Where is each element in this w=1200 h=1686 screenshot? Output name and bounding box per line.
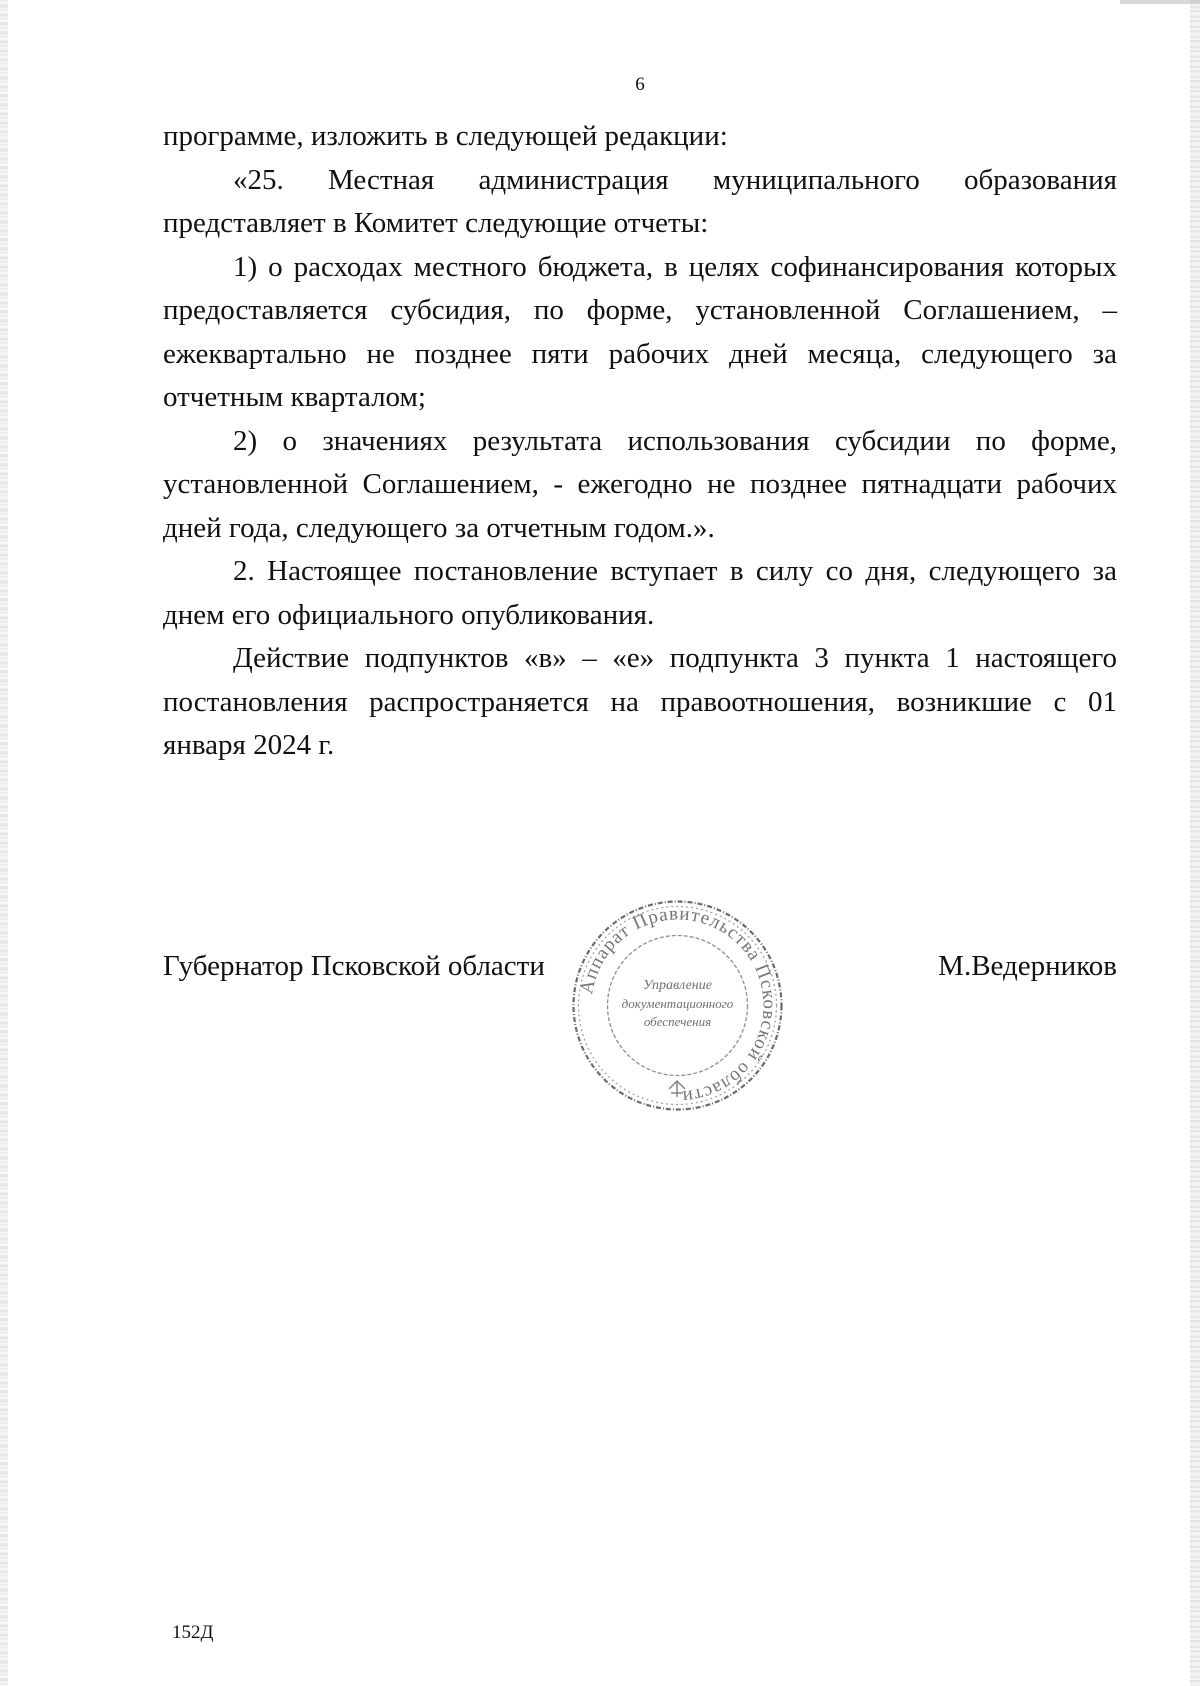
scan-edge-top [1120,0,1200,4]
signatory-title: Губернатор Псковской области [163,950,545,982]
official-seal [565,893,790,1118]
seal-ring-text: Аппарат Правительства Псковской области [576,903,780,1108]
paragraph-item-2: 2) о значениях результата использования субсидии по форме, установленной Соглашением, - ежегодно не позднее пятнадцати рабочих дней года, следующего за отчетным годом.». [163,424,1117,544]
seal-graphic [565,893,790,1118]
document-body [163,115,1117,768]
signatory-name: М.Ведерников [938,950,1117,982]
paragraph-effect: Действие подпунктов «в» – «е» подпункта 3 пункта 1 настоящего постановления распространяется на правоотношения, возникшие с 01 января 2024 г. [163,642,1117,761]
seal-center-line-2: документационного [621,996,734,1011]
seal-center-line-3: обеспечения [643,1014,712,1029]
document-code: 152Д [172,1622,214,1643]
page-number: 6 [635,74,645,95]
seal-center-line-1: Управление [643,978,712,993]
scan-edge-left [0,0,8,1686]
paragraph-clause-25: «25. Местная администрация муниципального образования представляет в Комитет следующие отчеты: [163,163,1117,239]
scan-edge-right [1190,0,1200,1686]
paragraph-point-2: 2. Настоящее постановление вступает в силу со дня, следующего за днем его официального опубликования. [163,555,1117,631]
paragraph-continuation: программе, изложить в следующей редакции: [163,120,728,152]
paragraph-item-1: 1) о расходах местного бюджета, в целях софинансирования которых предоставляется субсидия, по форме, установленной Соглашением, – ежеквартально не позднее пяти рабочих дней месяца, следующего за отчетным кварталом; [163,250,1117,413]
